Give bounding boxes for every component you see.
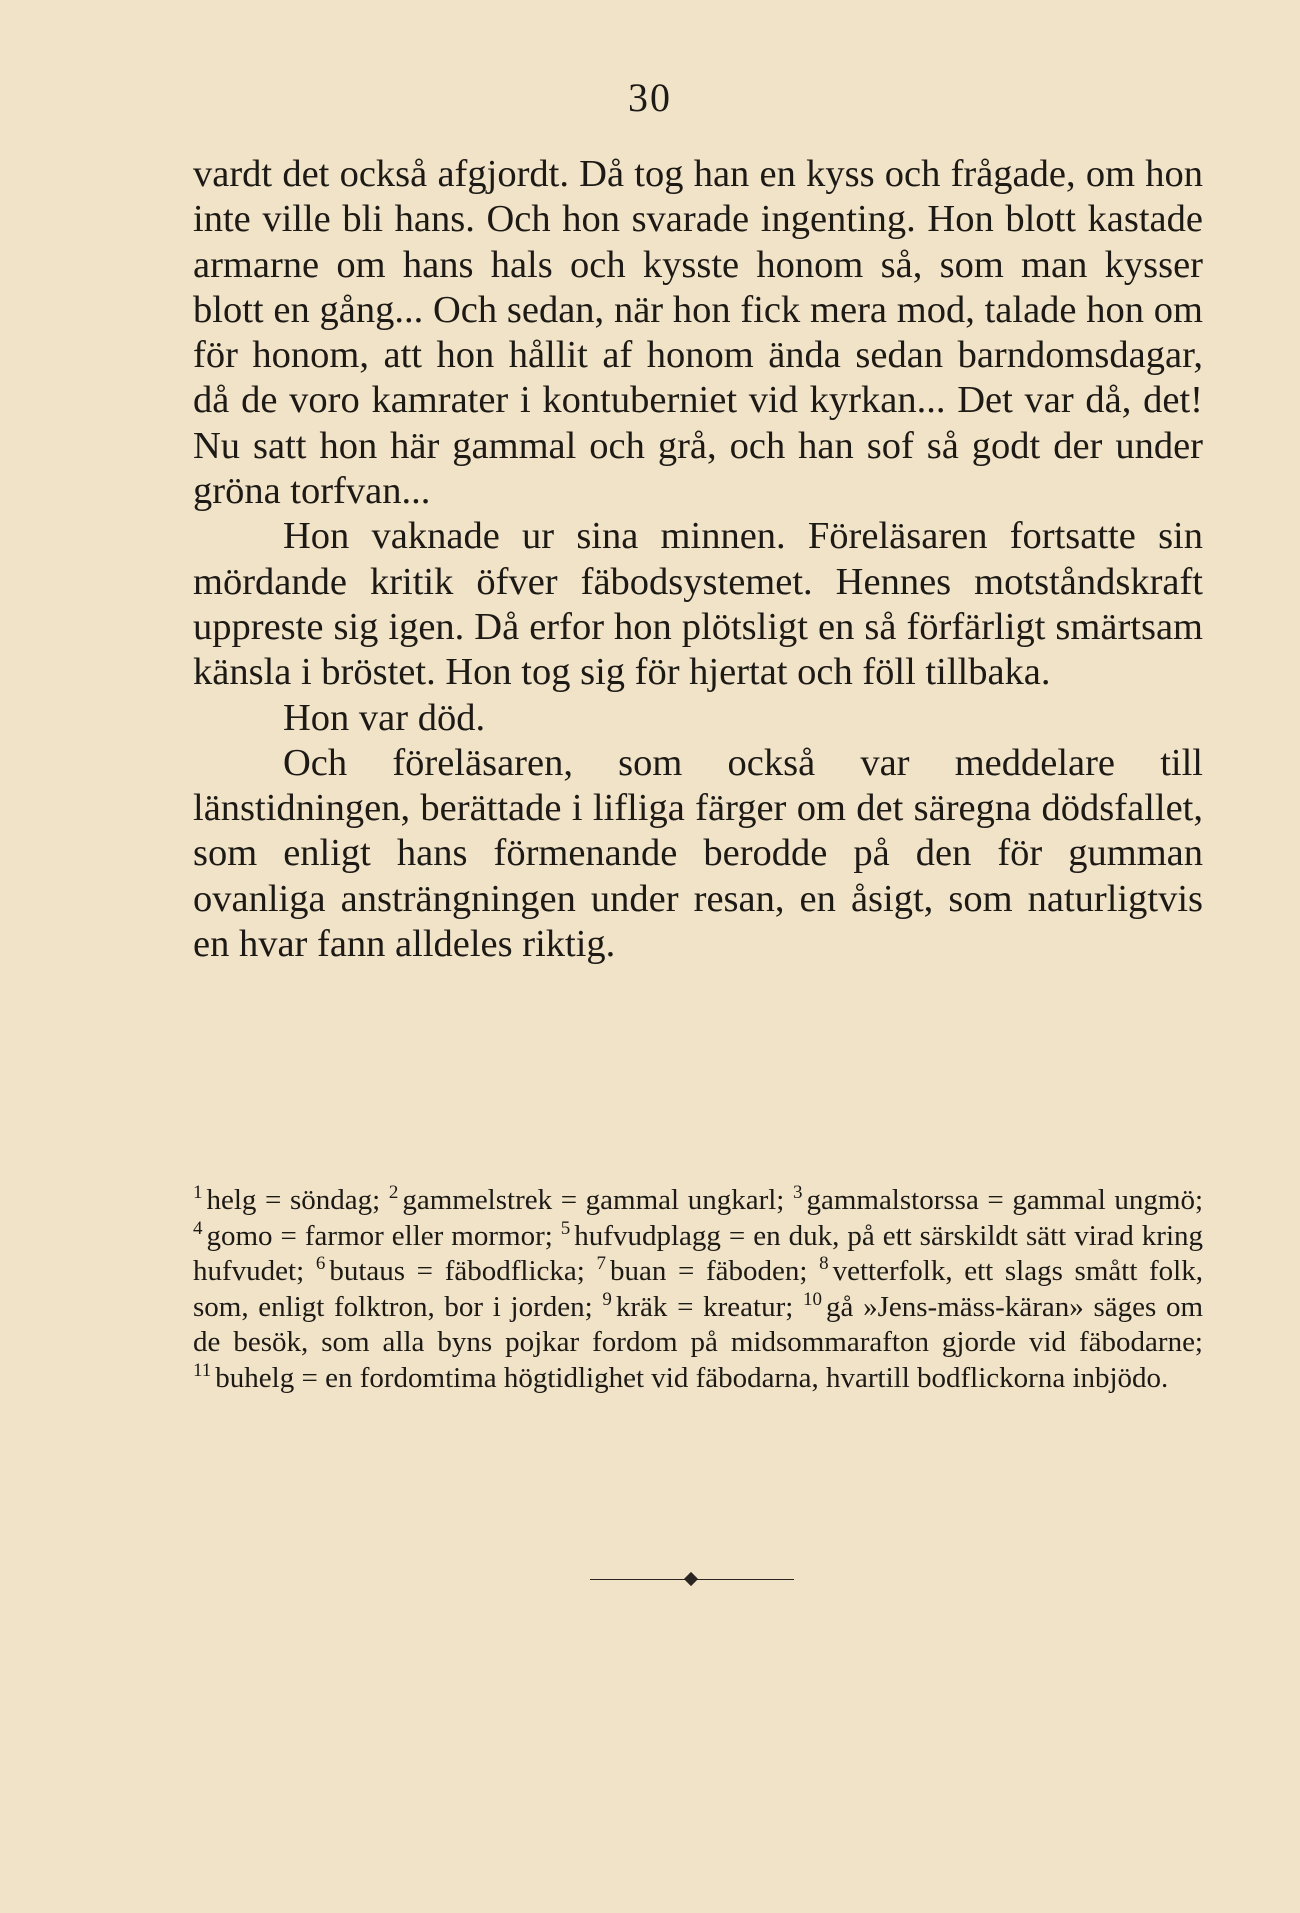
footnote-text: gå »Jens-mäss-käran» säges om de besök, som alla byns pojkar fordom på midsommarafton gjorde vid fäbodarne; [193, 1290, 1204, 1358]
paragraph-3: Hon var död. [283, 696, 486, 739]
footnote [316, 1255, 585, 1287]
footnote-number: 8 [819, 1253, 829, 1274]
footnote-text: hufvudplagg = en duk, på ett särskildt sätt virad kring hufvudet; [193, 1219, 1203, 1287]
footnote [193, 1184, 380, 1216]
footnote-text: butaus = fäbodflicka; [329, 1255, 585, 1287]
footnote-text: buan = fäboden; [609, 1255, 808, 1287]
footnote-text: kräk = kreatur; [615, 1290, 794, 1323]
footnote [793, 1184, 1203, 1216]
footnote [193, 1217, 553, 1252]
footnote-number: 11 [193, 1359, 212, 1381]
footnote-number: 4 [193, 1217, 203, 1239]
footnote-text: gammalstorssa = gammal ungmö; [806, 1184, 1204, 1216]
footnote-number: 9 [602, 1288, 612, 1310]
footnote-number: 2 [388, 1182, 399, 1203]
footnote [193, 1359, 1169, 1394]
footnote-text: buhelg = en fordomtima högtidlighet vid fäbodarna, hvartill bodflickorna inbjödo. [215, 1361, 1169, 1394]
end-ornament [590, 1568, 794, 1592]
footnote [389, 1184, 785, 1216]
footnote-text: vetterfolk, ett slags smått folk, som, enligt folktron, bor i jorden; [193, 1255, 1203, 1323]
footnote-number: 5 [560, 1217, 571, 1239]
body-text [193, 152, 1203, 967]
footnote-number: 3 [792, 1182, 803, 1203]
footnote-number: 1 [193, 1182, 203, 1203]
ornament-diamond-icon [684, 1572, 698, 1586]
footnote [602, 1288, 794, 1323]
footnote [596, 1255, 807, 1287]
paragraph-1: vardt det också afgjordt. Då tog han en kyss och frågade, om hon inte ville bli hans. Och hon svarade ingenting. Hon blott kastade armarne om hans hals och kysste honom så, som man kysser blott en gång... Och sedan, när hon fick mera mod, talade hon om för honom, att hon hållit af honom ända sedan barndomsdagar, då de voro kamrater i kontuberniet vid kyrkan... Det var då, det! Nu satt hon här gammal och grå, och han sof så godt der under gröna torfvan... [193, 153, 1203, 513]
page-number: 30 [628, 75, 672, 120]
footnote-number: 10 [803, 1288, 823, 1310]
paragraph-2: Hon vaknade ur sina minnen. Föreläsaren fortsatte sin mördande kritik öfver fäbodsystemet. Hennes motståndskraft uppreste sig igen. Då erfor hon plötsligt en så förfärligt smärtsam känsla i bröstet. Hon tog sig för hjertat och föll tillbaka. [193, 515, 1203, 694]
footnote-number: 7 [596, 1253, 606, 1274]
footnote-number: 6 [315, 1253, 326, 1274]
footnote-text: helg = söndag; [206, 1184, 381, 1216]
footnotes [193, 1183, 1203, 1396]
footnote-text: gomo = farmor eller mormor; [206, 1219, 553, 1252]
footnote-text: gammelstrek = gammal ungkarl; [402, 1184, 785, 1216]
paragraph-4: Och föreläsaren, som också var meddelare till länstidningen, berättade i lifliga färger om det säregna dödsfallet, som enligt hans förmenande berodde på den för gumman ovanliga ansträngningen under resan, en åsigt, som naturligtvis en hvar fann alldeles riktig. [193, 741, 1203, 966]
